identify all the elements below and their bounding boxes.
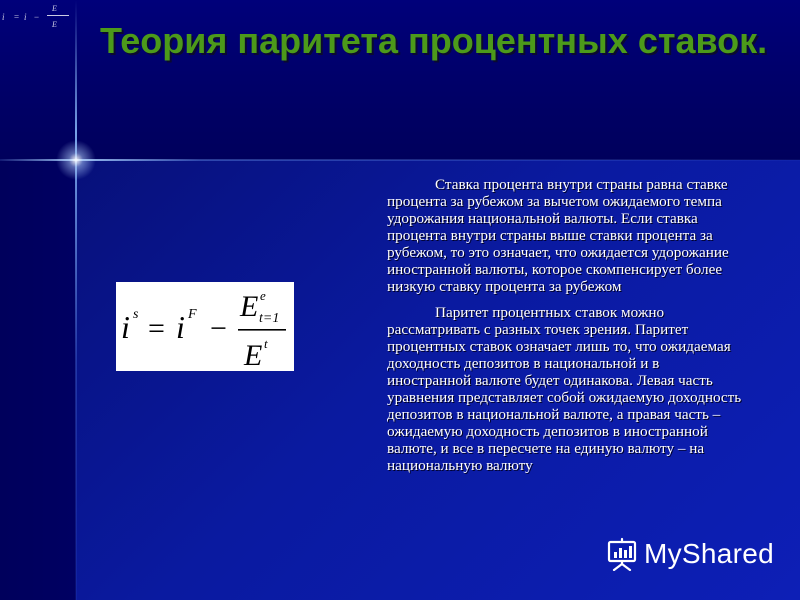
body-paragraph: Ставка процента внутри страны равна ставке процента за рубежом за вычетом ожидаемого темпа удорожания национальной валюты. Если ставка процента внутри страны выше ставки процента за рубежом, то это означает, что ожидается удорожание иностранной валюты, которое скомпенсирует более низкую ставку процента за рубежом [387, 176, 729, 295]
svg-text:−: − [34, 12, 40, 22]
svg-text:=: = [14, 12, 20, 22]
logo-text: MyShared [644, 538, 775, 569]
svg-text:F: F [188, 307, 197, 322]
myshared-logo[interactable] [606, 534, 774, 574]
svg-text:i: i [2, 12, 5, 22]
svg-text:t: t [264, 336, 268, 351]
vertical-accent-line [75, 0, 77, 600]
svg-text:i: i [121, 309, 130, 345]
slide-body-text [387, 176, 745, 474]
body-paragraph: Паритет процентных ставок можно рассматривать с разных точек зрения. Паритет процентных ставок означает лишь то, что ожидаемая доходность депозитов в национальной и в иностранной валюте будет одинакова. Левая часть уравнения представляет собой ожидаемую доходность депозитов в национальной валюте, а правая часть – ожидаемую доходность депозитов в иностранной валюте, и все в пересчете на единую валюту – на национальную валюту [387, 304, 742, 474]
interest-parity-formula [116, 282, 294, 371]
svg-text:s: s [133, 307, 139, 322]
svg-text:−: − [210, 312, 227, 345]
svg-text:t=1: t=1 [259, 311, 280, 326]
svg-text:e: e [260, 288, 266, 303]
slide-title: Теория паритета процентных ставок. [100, 20, 768, 61]
formula-image [116, 282, 294, 371]
svg-text:i: i [176, 309, 185, 345]
presentation-board-icon [606, 537, 638, 571]
left-strip-background [0, 160, 76, 600]
svg-text:E: E [52, 4, 57, 13]
horizontal-accent-line [0, 159, 800, 161]
corner-formula-thumbnail [0, 0, 80, 34]
svg-text:E: E [52, 20, 57, 29]
svg-text:E: E [244, 339, 263, 371]
svg-text:=: = [148, 312, 165, 345]
svg-text:i: i [24, 12, 27, 22]
light-flare [56, 140, 96, 180]
svg-text:E: E [240, 290, 259, 323]
